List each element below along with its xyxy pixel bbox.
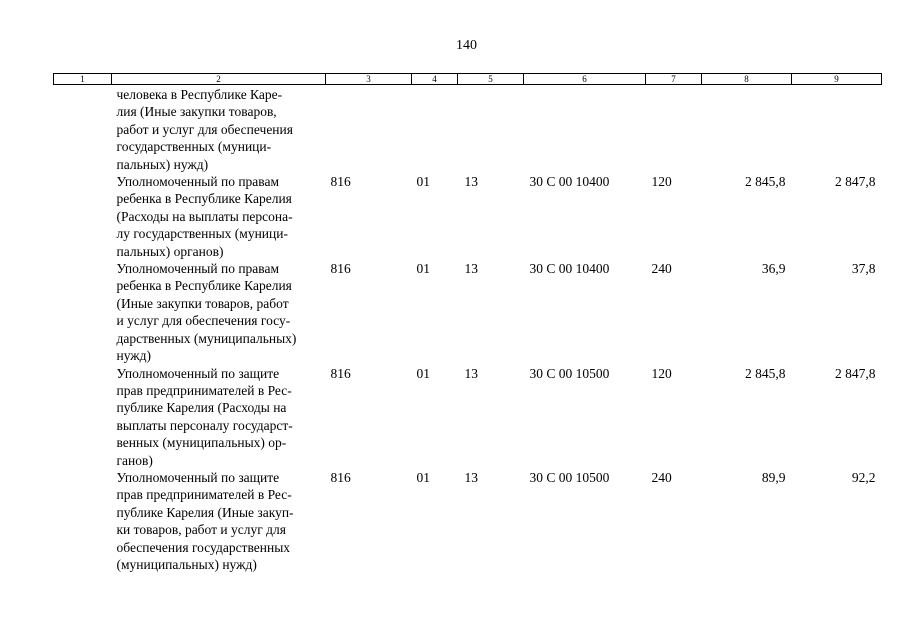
name-line: нужд) [116, 348, 151, 364]
ministry-code-cell [326, 85, 412, 174]
name-line: лу государственных (муници- [116, 226, 288, 242]
target-article-cell: 30 С 00 10400 [529, 261, 610, 277]
name-line: пальных) нужд) [116, 156, 209, 172]
amount-cell-year2: 37,8 [851, 261, 876, 277]
column-header: 4 [412, 74, 458, 85]
name-line: и услуг для обеспечения госу- [116, 313, 291, 329]
name-line: государственных (муници- [116, 139, 272, 155]
name-line: ганов) [116, 452, 153, 468]
expense-type-cell: 120 [651, 174, 672, 190]
expense-type-cell: 120 [651, 365, 672, 381]
item-name-cell [112, 469, 326, 573]
amount-cell-year2 [792, 85, 882, 174]
name-line: Уполномоченный по правам [116, 261, 280, 277]
name-line: лия (Иные закупки товаров, [116, 104, 277, 120]
name-line: человека в Республике Каре- [116, 87, 283, 102]
expense-type-cell: 240 [651, 469, 672, 485]
name-line: публике Карелия (Иные закуп- [116, 504, 294, 520]
item-name-cell [112, 365, 326, 469]
column-header: 6 [524, 74, 646, 85]
expense-type-cell: 240 [651, 261, 672, 277]
subsection-cell: 13 [464, 174, 478, 190]
ministry-code-cell: 816 [330, 365, 351, 381]
section-cell: 01 [416, 261, 430, 277]
table-row [54, 469, 882, 573]
table-row [54, 173, 882, 260]
name-line: работ и услуг для обеспечения [116, 121, 293, 137]
ministry-code-cell: 816 [330, 174, 351, 190]
section-cell: 01 [416, 174, 430, 190]
subsection-cell [458, 85, 524, 174]
item-name-cell [112, 173, 326, 260]
row-number-cell [54, 365, 112, 469]
section-cell: 01 [416, 469, 430, 485]
row-number-cell [54, 85, 112, 174]
column-header: 9 [792, 74, 882, 85]
subsection-cell: 13 [464, 261, 478, 277]
amount-cell-year2: 2 847,8 [835, 174, 876, 190]
section-cell: 01 [416, 365, 430, 381]
item-name-cell [112, 260, 326, 364]
name-line: обеспечения государственных [116, 539, 291, 555]
name-line: (Расходы на выплаты персона- [116, 208, 293, 224]
target-article-cell: 30 С 00 10500 [529, 365, 610, 381]
name-line: дарственных (муниципальных) [116, 330, 297, 346]
name-line: пальных) органов) [116, 243, 224, 259]
amount-cell-year1: 2 845,8 [745, 365, 786, 381]
column-number-header [54, 74, 882, 85]
name-line: ребенка в Республике Карелия [116, 191, 292, 207]
column-header: 8 [702, 74, 792, 85]
name-line: выплаты персоналу государст- [116, 417, 293, 433]
subsection-cell: 13 [464, 365, 478, 381]
amount-cell-year1: 89,9 [761, 469, 786, 485]
name-line: ки товаров, работ и услуг для [116, 522, 286, 538]
amount-cell-year1: 2 845,8 [745, 174, 786, 190]
name-line: (муниципальных) нужд) [116, 556, 257, 572]
page-number: 140 [456, 38, 477, 53]
row-number-cell [54, 173, 112, 260]
amount-cell-year2: 2 847,8 [835, 365, 876, 381]
target-article-cell [524, 85, 646, 174]
expense-type-cell [646, 85, 702, 174]
target-article-cell: 30 С 00 10400 [529, 174, 610, 190]
column-header: 7 [646, 74, 702, 85]
column-header: 2 [112, 74, 326, 85]
ministry-code-cell: 816 [330, 469, 351, 485]
amount-cell-year1: 36,9 [761, 261, 786, 277]
ministry-code-cell: 816 [330, 261, 351, 277]
column-header: 5 [458, 74, 524, 85]
amount-cell-year1 [702, 85, 792, 174]
name-line: прав предпринимателей в Рес- [116, 382, 292, 398]
name-line: публике Карелия (Расходы на [116, 400, 287, 416]
item-name-cell [112, 85, 326, 174]
table-row [54, 365, 882, 469]
budget-table [53, 73, 882, 573]
column-header: 3 [326, 74, 412, 85]
table-row [54, 85, 882, 174]
row-number-cell [54, 260, 112, 364]
name-line: Уполномоченный по защите [116, 469, 280, 485]
name-line: Уполномоченный по правам [116, 174, 280, 190]
name-line: венных (муниципальных) ор- [116, 435, 287, 451]
name-line: (Иные закупки товаров, работ [116, 295, 289, 311]
subsection-cell: 13 [464, 469, 478, 485]
target-article-cell: 30 С 00 10500 [529, 469, 610, 485]
amount-cell-year2: 92,2 [851, 469, 876, 485]
name-line: Уполномоченный по защите [116, 365, 280, 381]
row-number-cell [54, 469, 112, 573]
section-cell [412, 85, 458, 174]
table-row [54, 260, 882, 364]
name-line: прав предпринимателей в Рес- [116, 487, 292, 503]
name-line: ребенка в Республике Карелия [116, 278, 292, 294]
column-header: 1 [54, 74, 112, 85]
